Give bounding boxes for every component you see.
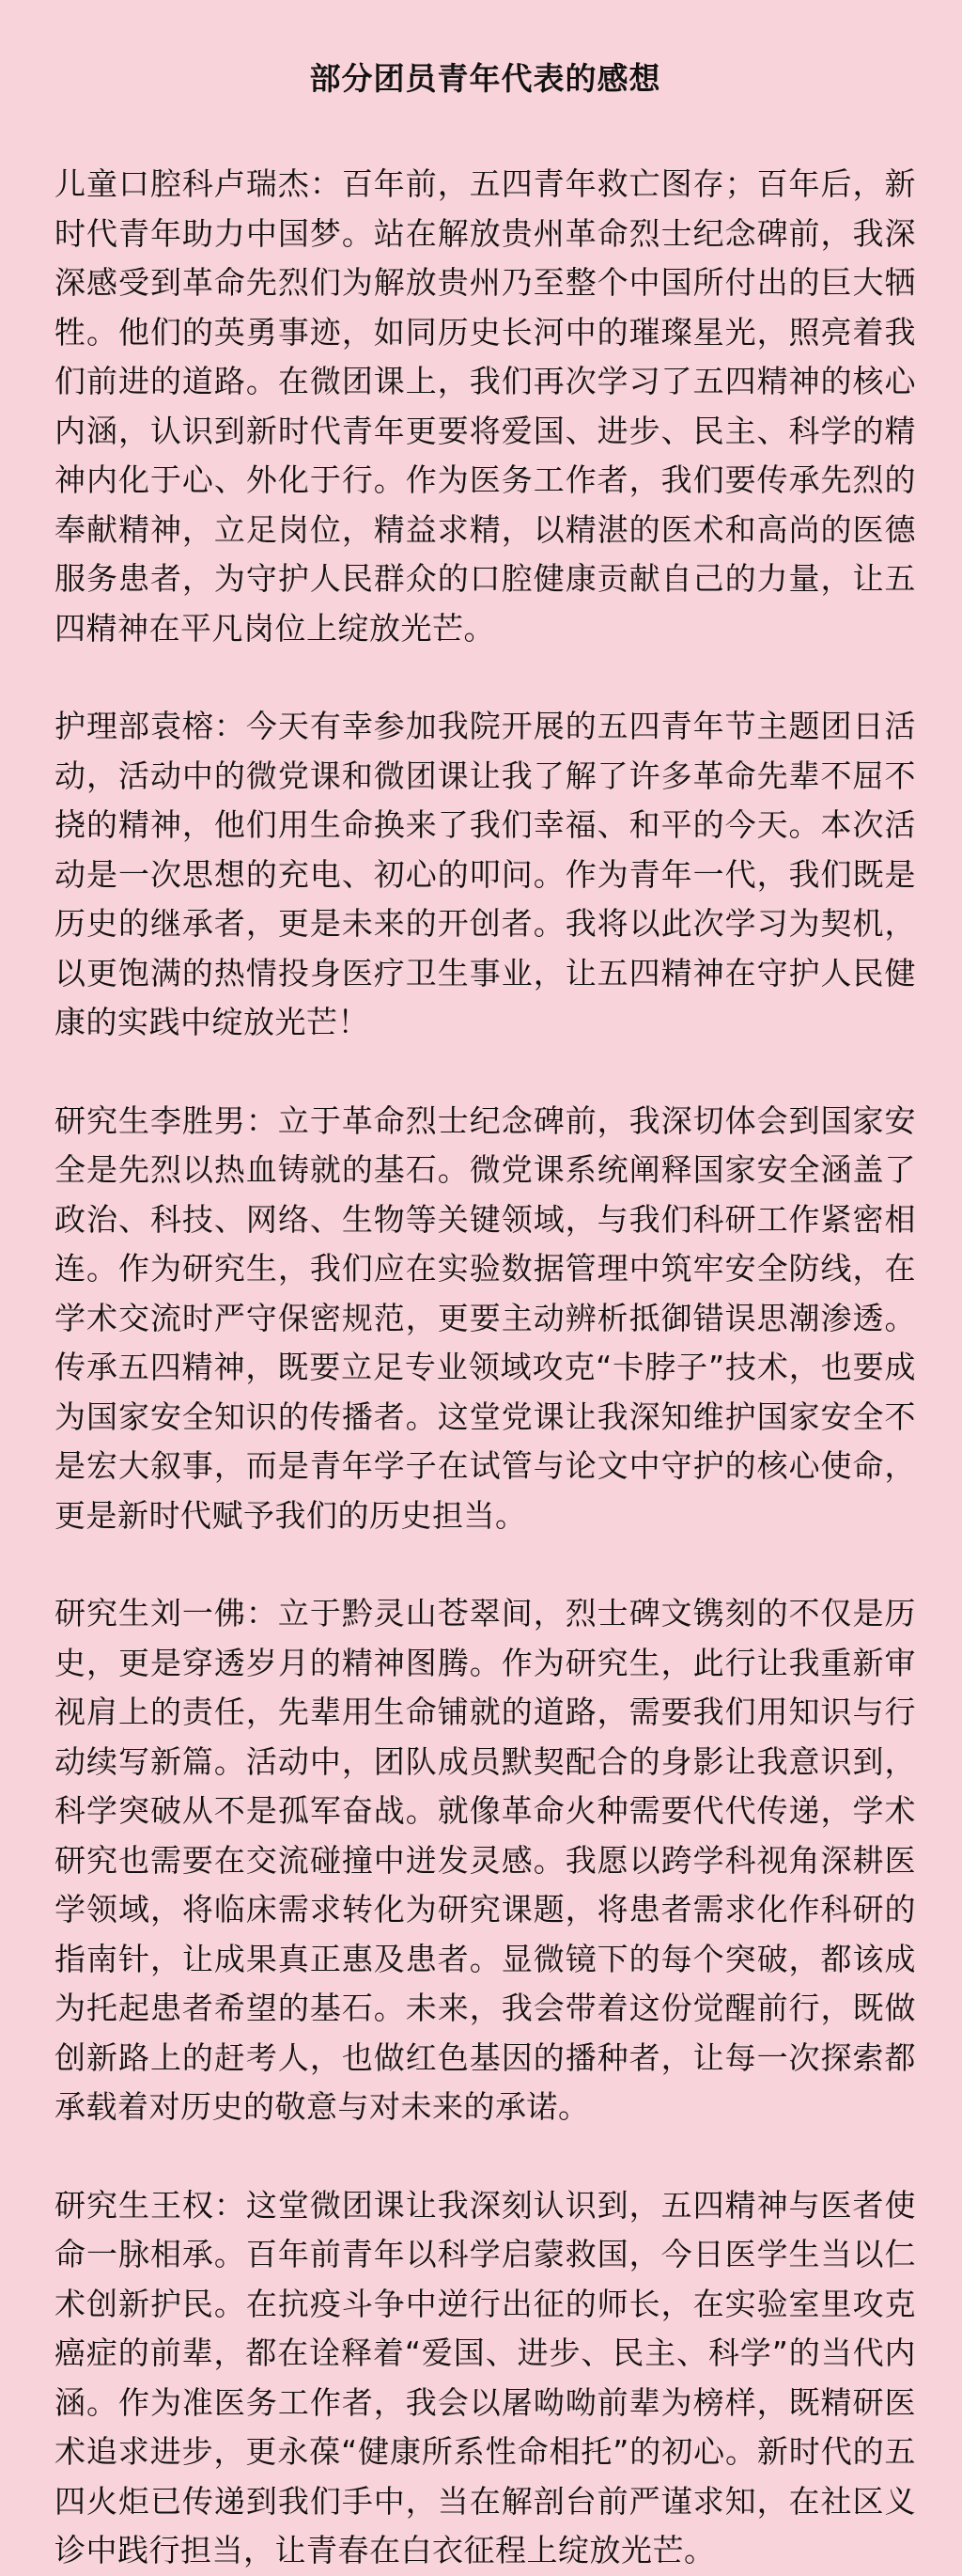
- reflection-paragraph-2: 护理部袁榕：今天有幸参加我院开展的五四青年节主题团日活动，活动中的微党课和微团课让我了解了许多革命先辈不屈不挠的精神，他们用生命换来了我们幸福、和平的今天。本次活动是一次思想的充电、初心的叩问。作为青年一代，我们既是历史的继承者，更是未来的开创者。我将以此次学习为契机，以更饱满的热情投身医疗卫生事业，让五四精神在守护人民健康的实践中绽放光芒！: [54, 708, 916, 1040]
- reflection-paragraph-4: 研究生刘一佛：立于黔灵山苍翠间，烈士碑文镌刻的不仅是历史，更是穿透岁月的精神图腾。作为研究生，此行让我重新审视肩上的责任，先辈用生命铺就的道路，需要我们用知识与行动续写新篇。活动中，团队成员默契配合的身影让我意识到，科学突破从不是孤军奋战。就像革命火种需要代代传递，学术研究也需要在交流碰撞中迸发灵感。我愿以跨学科视角深耕医学领域，将临床需求转化为研究课题，将患者需求化作科研的指南针，让成果真正惠及患者。显微镜下的每个突破，都该成为托起患者希望的基石。未来，我会带着这份觉醒前行，既做创新路上的赶考人，也做红色基因的播种者，让每一次探索都承载着对历史的敬意与对未来的承诺。: [54, 1595, 916, 2125]
- reflection-paragraph-5: 研究生王权：这堂微团课让我深刻认识到，五四精神与医者使命一脉相承。百年前青年以科学启蒙救国，今日医学生当以仁术创新护民。在抗疫斗争中逆行出征的师长，在实验室里攻克癌症的前辈，都在诠释着“爱国、进步、民主、科学”的当代内涵。作为准医务工作者，我会以屠呦呦前辈为榜样，既精研医术追求进步，更永葆“健康所系性命相托”的初心。新时代的五四火炬已传递到我们手中，当在解剖台前严谨求知，在社区义诊中践行担当，让青春在白衣征程上绽放光芒。: [54, 2186, 916, 2568]
- article-title: 部分团员青年代表的感想: [309, 60, 661, 97]
- reflection-paragraph-3: 研究生李胜男：立于革命烈士纪念碑前，我深切体会到国家安全是先烈以热血铸就的基石。微党课系统阐释国家安全涵盖了政治、科技、网络、生物等关键领域，与我们科研工作紧密相连。作为研究生，我们应在实验数据管理中筑牢安全防线，在学术交流时严守保密规范，更要主动辨析抵御错误思潮渗透。传承五四精神，既要立足专业领域攻克“卡脖子”技术，也要成为国家安全知识的传播者。这堂党课让我深知维护国家安全不是宏大叙事，而是青年学子在试管与论文中守护的核心使命，更是新时代赋予我们的历史担当。: [54, 1101, 916, 1534]
- reflection-paragraph-1: 儿童口腔科卢瑞杰：百年前，五四青年救亡图存；百年后，新时代青年助力中国梦。站在解放贵州革命烈士纪念碑前，我深深感受到革命先烈们为解放贵州乃至整个中国所付出的巨大牺牲。他们的英勇事迹，如同历史长河中的璀璨星光，照亮着我们前进的道路。在微团课上，我们再次学习了五四精神的核心内涵，认识到新时代青年更要将爱国、进步、民主、科学的精神内化于心、外化于行。作为医务工作者，我们要传承先烈的奉献精神，立足岗位，精益求精，以精湛的医术和高尚的医德服务患者，为守护人民群众的口腔健康贡献自己的力量，让五四精神在平凡岗位上绽放光芒。: [54, 165, 916, 647]
